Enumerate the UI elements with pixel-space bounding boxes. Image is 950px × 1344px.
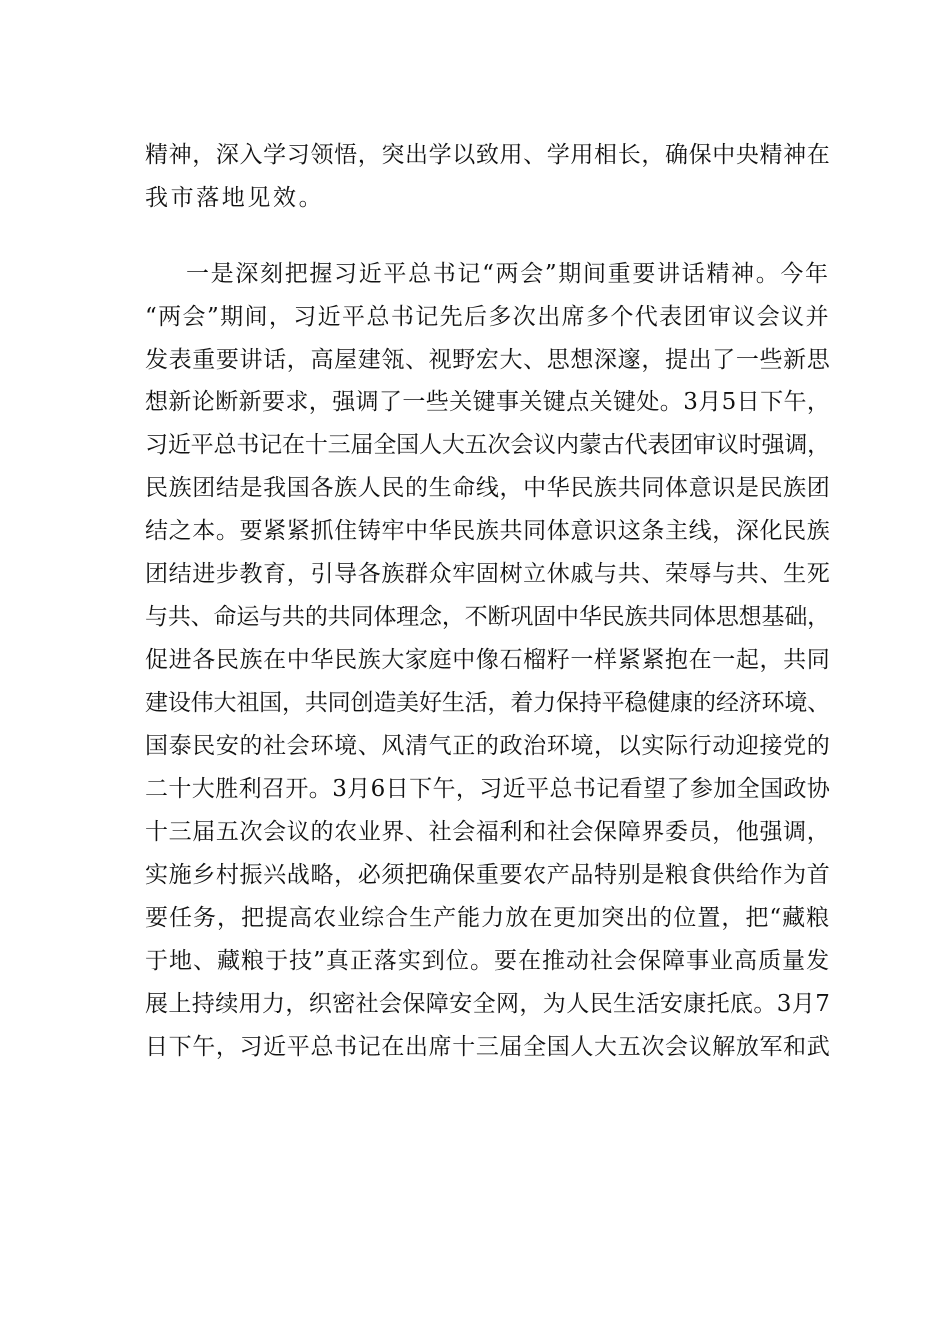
text-line: 与共、命运与共的共同体理念，不断巩固中华民族共同体思想基础， xyxy=(145,604,831,630)
text-line: 团结进步教育，引导各族群众牢固树立休戚与共、荣辱与共、生死 xyxy=(145,561,831,587)
text-line: 展上持续用力，织密社会保障安全网，为人民生活安康托底。3月7 xyxy=(145,991,831,1017)
text-line: 发表重要讲话，高屋建瓴、视野宏大、思想深邃，提出了一些新思 xyxy=(145,347,831,373)
text-line: 促进各民族在中华民族大家庭中像石榴籽一样紧紧抱在一起，共同 xyxy=(145,647,831,673)
text-line: “两会”期间，习近平总书记先后多次出席多个代表团审议会议并 xyxy=(145,304,830,330)
text-line: 民族团结是我国各族人民的生命线，中华民族共同体意识是民族团 xyxy=(145,475,831,501)
text-line: 实施乡村振兴战略，必须把确保重要农产品特别是粮食供给作为首 xyxy=(145,862,831,888)
text-line: 二十大胜利召开。3月6日下午，习近平总书记看望了参加全国政协 xyxy=(145,776,831,802)
text-line: 结之本。要紧紧抓住铸牢中华民族共同体意识这条主线，深化民族 xyxy=(145,518,831,544)
text-line: 要任务，把提高农业综合生产能力放在更加突出的位置，把“藏粮 xyxy=(145,905,831,931)
text-line: 十三届五次会议的农业界、社会福利和社会保障界委员，他强调， xyxy=(145,819,831,845)
text-line: 日下午，习近平总书记在出席十三届全国人大五次会议解放军和武 xyxy=(145,1034,831,1060)
text-line: 习近平总书记在十三届全国人大五次会议内蒙古代表团审议时强调， xyxy=(145,432,831,458)
text-line: 国泰民安的社会环境、风清气正的政治环境，以实际行动迎接党的 xyxy=(145,733,831,759)
text-line: 想新论断新要求，强调了一些关键事关键点关键处。3月5日下午， xyxy=(145,389,831,415)
text-line: 一是深刻把握习近平总书记“两会”期间重要讲话精神。今年 xyxy=(186,261,830,287)
text-line: 建设伟大祖国，共同创造美好生活，着力保持平稳健康的经济环境、 xyxy=(145,690,831,716)
text-line: 我市落地见效。 xyxy=(145,185,325,211)
text-line: 精神，深入学习领悟，突出学以致用、学用相长，确保中央精神在 xyxy=(145,142,831,168)
text-line: 于地、藏粮于技”真正落实到位。要在推动社会保障事业高质量发 xyxy=(145,948,831,974)
